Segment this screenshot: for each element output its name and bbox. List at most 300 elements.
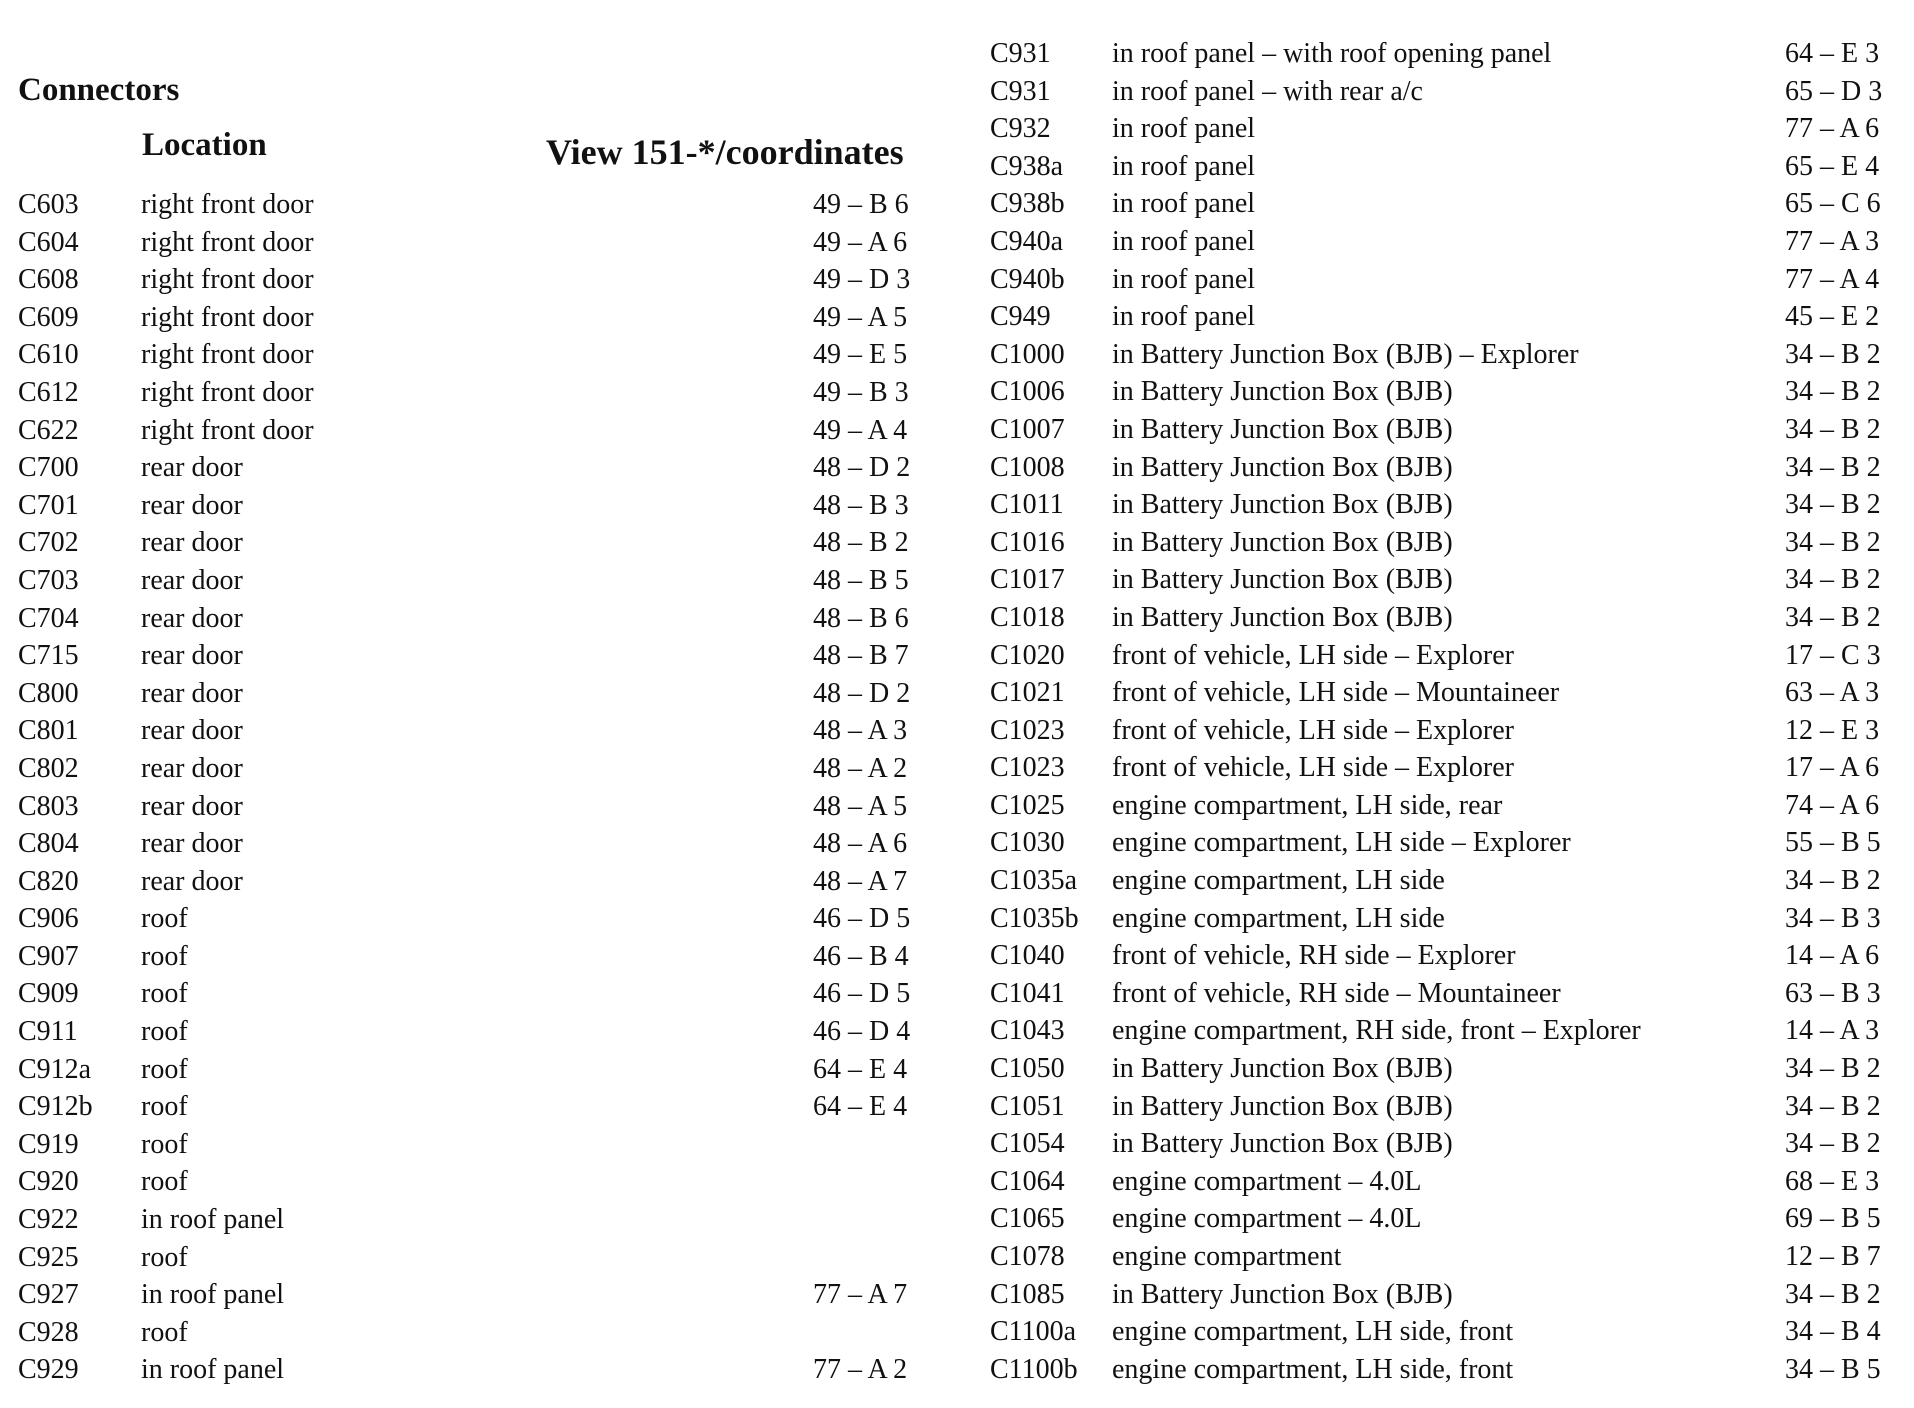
connector-row [18, 1051, 928, 1089]
connector-row [18, 1314, 928, 1352]
connector-code: C703 [18, 564, 79, 596]
view-coordinate: 46 – D 5 [813, 903, 911, 935]
connector-code: C911 [18, 1016, 78, 1048]
dot-leader [1585, 336, 1744, 374]
view-coordinate: 64 – E 4 [813, 1053, 908, 1085]
view-coordinate: 46 – B 4 [813, 940, 909, 972]
connector-location: in Battery Junction Box (BJB) [1112, 601, 1453, 633]
connector-row [990, 637, 1898, 675]
location-cell [1112, 261, 1750, 299]
view-coordinate: 34 – B 2 [1785, 376, 1881, 408]
connector-row [990, 1351, 1898, 1389]
view-coordinate: 34 – B 2 [1785, 338, 1881, 370]
location-cell [1112, 1200, 1750, 1238]
dot-leader [1459, 1050, 1744, 1088]
dot-leader [1519, 1313, 1744, 1351]
dot-leader [1429, 73, 1744, 111]
view-coordinate: 49 – E 5 [813, 339, 908, 371]
connector-code: C704 [18, 602, 79, 634]
connector-code: C609 [18, 301, 79, 333]
connector-row [18, 524, 928, 562]
connector-row [990, 1088, 1898, 1126]
connector-row [18, 637, 928, 675]
connector-location: roof [141, 1128, 188, 1160]
connector-location: in roof panel – with roof opening panel [1112, 38, 1552, 69]
dot-leader [1565, 674, 1744, 712]
connector-row [18, 1126, 928, 1164]
dot-leader [1647, 1012, 1744, 1050]
location-cell [1112, 486, 1750, 524]
dot-leader [194, 975, 794, 1013]
view-coordinate: 48 – A 2 [813, 752, 908, 784]
connector-location: engine compartment, LH side – Explorer [1112, 827, 1571, 859]
view-coordinate: 48 – A 7 [813, 865, 908, 897]
connector-row [990, 373, 1898, 411]
connector-code: C919 [18, 1128, 79, 1160]
connector-code: C920 [18, 1166, 79, 1198]
location-cell [1112, 900, 1750, 938]
connector-location: front of vehicle, RH side – Mountaineer [1112, 977, 1561, 1009]
location-cell [1112, 1125, 1750, 1163]
dot-leader [1261, 110, 1744, 148]
location-cell [141, 524, 800, 562]
connector-code: C1008 [990, 451, 1065, 483]
dot-leader [1427, 1200, 1744, 1238]
connector-row [990, 937, 1898, 975]
dot-leader [194, 1051, 794, 1089]
connector-row [18, 825, 928, 863]
connector-row [18, 1351, 928, 1389]
connector-location: in Battery Junction Box (BJB) [1112, 1278, 1453, 1310]
location-cell [1112, 749, 1750, 787]
connector-location: rear door [141, 828, 243, 860]
connector-row [990, 1012, 1898, 1050]
section-title: Connectors [18, 72, 180, 108]
connector-row [990, 1050, 1898, 1088]
connector-code: C1023 [990, 714, 1065, 746]
connector-location: right front door [141, 301, 314, 333]
location-cell [1112, 1351, 1750, 1389]
connector-row [18, 938, 928, 976]
connector-code: C922 [18, 1204, 79, 1236]
location-cell [1112, 298, 1750, 336]
dot-leader [249, 562, 794, 600]
connector-row [990, 975, 1898, 1013]
view-coordinate: 48 – B 7 [813, 640, 909, 672]
location-cell [141, 938, 800, 976]
location-cell [1112, 223, 1750, 261]
location-cell [141, 261, 800, 299]
connector-row [990, 900, 1898, 938]
connector-location: rear door [141, 452, 243, 484]
location-cell [141, 374, 800, 412]
connector-row [18, 863, 928, 901]
connector-row [990, 148, 1898, 186]
connector-row [990, 674, 1898, 712]
location-cell [141, 975, 800, 1013]
location-cell [141, 412, 800, 450]
connector-location: front of vehicle, LH side – Explorer [1112, 714, 1514, 746]
connector-code: C612 [18, 376, 79, 408]
dot-leader [320, 261, 794, 299]
location-cell [1112, 1012, 1750, 1050]
connector-code: C1023 [990, 752, 1065, 784]
location-cell [141, 449, 800, 487]
view-coordinate: 12 – E 3 [1785, 714, 1880, 746]
connector-row [18, 712, 928, 750]
view-coordinate: 14 – A 6 [1785, 940, 1880, 972]
location-cell [141, 224, 800, 262]
connector-location: roof [141, 1316, 188, 1348]
connector-code: C940a [990, 225, 1064, 257]
connector-row [990, 862, 1898, 900]
view-coordinate: 46 – D 5 [813, 978, 911, 1010]
connector-location: in Battery Junction Box (BJB) [1112, 1090, 1453, 1122]
dot-leader [1577, 824, 1744, 862]
location-cell [1112, 1238, 1750, 1276]
dot-leader [1459, 1125, 1744, 1163]
location-cell [141, 562, 800, 600]
location-cell [141, 1314, 800, 1352]
connector-code: C929 [18, 1354, 79, 1386]
location-cell [1112, 35, 1750, 73]
location-cell [1112, 1276, 1750, 1314]
dot-leader [1459, 599, 1744, 637]
connector-code: C800 [18, 677, 79, 709]
connector-location: in roof panel [1112, 225, 1256, 257]
view-coordinate: 34 – B 2 [1785, 1278, 1881, 1310]
dot-leader [1261, 185, 1744, 223]
view-coordinate: 77 – A 4 [1785, 263, 1880, 295]
dot-leader [194, 938, 794, 976]
dot-leader [249, 788, 794, 826]
connector-location: front of vehicle, RH side – Explorer [1112, 940, 1516, 972]
location-cell [1112, 411, 1750, 449]
connector-location: right front door [141, 189, 314, 220]
view-coordinate: 17 – A 6 [1785, 752, 1880, 784]
view-coordinate: 34 – B 2 [1785, 451, 1881, 483]
connector-location: in roof panel [1112, 150, 1256, 182]
connector-code: C1065 [990, 1203, 1065, 1235]
connector-location: right front door [141, 264, 314, 296]
location-cell [141, 1201, 800, 1239]
dot-leader [249, 675, 794, 713]
connector-code: C927 [18, 1279, 79, 1311]
view-coordinate: 69 – B 5 [1785, 1203, 1881, 1235]
view-coordinate: 64 – E 4 [813, 1091, 908, 1123]
connector-location: in Battery Junction Box (BJB) [1112, 451, 1453, 483]
connector-row [990, 35, 1898, 73]
connector-code: C912a [18, 1053, 92, 1085]
dot-leader [320, 336, 794, 374]
dot-leader [1459, 486, 1744, 524]
location-cell [1112, 712, 1750, 750]
connector-location: in roof panel [141, 1204, 285, 1236]
connector-location: engine compartment – 4.0L [1112, 1203, 1422, 1235]
dot-leader [1261, 148, 1744, 186]
connector-row [18, 675, 928, 713]
view-coordinate: 48 – A 6 [813, 828, 908, 860]
connector-row [18, 600, 928, 638]
location-cell [141, 637, 800, 675]
connector-location: front of vehicle, LH side – Mountaineer [1112, 677, 1560, 709]
connector-code: C1017 [990, 564, 1065, 596]
connector-code: C1043 [990, 1015, 1065, 1047]
location-cell [141, 1126, 800, 1164]
connector-location: rear door [141, 527, 243, 559]
view-coordinate: 55 – B 5 [1785, 827, 1881, 859]
view-coordinate: 48 – B 2 [813, 527, 909, 559]
location-cell [141, 750, 800, 788]
connector-code: C804 [18, 828, 79, 860]
connector-row [18, 1276, 928, 1314]
connector-row [990, 261, 1898, 299]
view-coordinate: 34 – B 2 [1785, 1090, 1881, 1122]
location-cell [141, 1276, 800, 1314]
dot-leader [249, 637, 794, 675]
view-coordinate: 48 – B 3 [813, 489, 909, 521]
location-cell [141, 1051, 800, 1089]
view-coordinate: 48 – B 6 [813, 602, 909, 634]
connector-row [18, 1201, 928, 1239]
connector-row [18, 374, 928, 412]
connector-code: C1007 [990, 413, 1065, 445]
location-cell [141, 487, 800, 525]
dot-leader [320, 224, 794, 262]
view-coordinate: 68 – E 3 [1785, 1165, 1880, 1197]
connector-location: roof [141, 978, 188, 1010]
connector-location: engine compartment, LH side, rear [1112, 789, 1503, 821]
connector-row [18, 412, 928, 450]
connector-location: engine compartment, RH side, front – Explorer [1112, 1015, 1641, 1047]
connector-row [990, 561, 1898, 599]
connector-code: C931 [990, 75, 1051, 107]
dot-leader [1459, 1276, 1744, 1314]
connector-code: C803 [18, 790, 79, 822]
dot-leader [290, 1276, 794, 1314]
connector-code: C1040 [990, 940, 1065, 972]
connector-location: in Battery Junction Box (BJB) – Explorer [1112, 338, 1579, 370]
location-cell [141, 1163, 800, 1201]
dot-leader [1261, 223, 1744, 261]
connector-row [18, 1013, 928, 1051]
connector-row [18, 261, 928, 299]
dot-leader [1459, 411, 1744, 449]
dot-leader [1520, 749, 1744, 787]
view-coordinate: 34 – B 2 [1785, 526, 1881, 558]
dot-leader [1520, 712, 1744, 750]
dot-leader [320, 186, 794, 224]
dot-leader [249, 524, 794, 562]
location-cell [1112, 373, 1750, 411]
connector-code: C610 [18, 339, 79, 371]
dot-leader [320, 412, 794, 450]
connector-location: in roof panel [141, 1354, 285, 1386]
connector-row [990, 449, 1898, 487]
location-cell [1112, 674, 1750, 712]
dot-leader [1459, 524, 1744, 562]
connector-location: roof [141, 1091, 188, 1123]
connector-row [18, 186, 928, 224]
connector-location: rear door [141, 752, 243, 784]
location-cell [141, 1239, 800, 1277]
location-cell [1112, 937, 1750, 975]
dot-leader [320, 374, 794, 412]
location-cell [1112, 599, 1750, 637]
dot-leader [249, 449, 794, 487]
location-cell [141, 675, 800, 713]
connector-code: C702 [18, 527, 79, 559]
connector-row [990, 787, 1898, 825]
connector-row [18, 487, 928, 525]
connector-location: rear door [141, 865, 243, 897]
connector-row [990, 1276, 1898, 1314]
connector-location: right front door [141, 376, 314, 408]
connector-row [18, 900, 928, 938]
dot-leader [1451, 862, 1744, 900]
connector-row [990, 185, 1898, 223]
connector-row [990, 1313, 1898, 1351]
view-coordinate: 65 – E 4 [1785, 150, 1880, 182]
connector-code: C801 [18, 715, 79, 747]
connector-row [990, 712, 1898, 750]
connector-code: C940b [990, 263, 1065, 295]
connector-code: C906 [18, 903, 79, 935]
connector-location: in roof panel [1112, 263, 1256, 295]
view-coordinate: 64 – E 3 [1785, 38, 1880, 69]
location-cell [1112, 787, 1750, 825]
connector-location: in roof panel [1112, 188, 1256, 220]
connector-row [990, 486, 1898, 524]
location-cell [1112, 561, 1750, 599]
connector-location: in roof panel [1112, 113, 1256, 145]
connector-row [990, 1163, 1898, 1201]
connector-code: C938b [990, 188, 1065, 220]
connector-location: rear door [141, 640, 243, 672]
connector-code: C909 [18, 978, 79, 1010]
connector-location: rear door [141, 790, 243, 822]
connector-code: C1051 [990, 1090, 1065, 1122]
view-coordinate: 49 – B 6 [813, 189, 909, 220]
connector-location: in roof panel – with rear a/c [1112, 75, 1423, 107]
connector-code: C1025 [990, 789, 1065, 821]
connector-row [18, 975, 928, 1013]
view-coordinate: 48 – B 5 [813, 564, 909, 596]
dot-leader [194, 1013, 794, 1051]
view-coordinate: 17 – C 3 [1785, 639, 1881, 671]
dot-leader [290, 1351, 794, 1389]
connector-location: roof [141, 1053, 188, 1085]
dot-leader [249, 712, 794, 750]
connector-row [990, 223, 1898, 261]
dot-leader [1520, 637, 1744, 675]
connector-location: engine compartment, LH side, front [1112, 1316, 1514, 1348]
view-coordinate: 34 – B 5 [1785, 1353, 1881, 1385]
connector-location: right front door [141, 414, 314, 446]
connector-code: C603 [18, 189, 79, 220]
connector-location: engine compartment – 4.0L [1112, 1165, 1422, 1197]
location-cell [141, 1088, 800, 1126]
connector-location: rear door [141, 564, 243, 596]
connector-code: C1064 [990, 1165, 1065, 1197]
connector-location: in roof panel [1112, 301, 1256, 333]
connector-code: C1041 [990, 977, 1065, 1009]
dot-leader [249, 487, 794, 525]
location-cell [1112, 1313, 1750, 1351]
connector-row [18, 1239, 928, 1277]
dot-leader [249, 750, 794, 788]
connector-location: in Battery Junction Box (BJB) [1112, 526, 1453, 558]
connector-location: rear door [141, 489, 243, 521]
connector-code: C1078 [990, 1241, 1065, 1272]
connector-code: C622 [18, 414, 79, 446]
view-coordinate: 77 – A 7 [813, 1279, 908, 1311]
connector-row [990, 824, 1898, 862]
dot-leader [249, 825, 794, 863]
connector-location: roof [141, 1016, 188, 1048]
dot-leader [1557, 35, 1744, 73]
location-cell [1112, 110, 1750, 148]
connector-location: in Battery Junction Box (BJB) [1112, 1053, 1453, 1085]
dot-leader [1261, 298, 1744, 336]
connector-location: engine compartment, LH side [1112, 865, 1445, 897]
right-connector-list [990, 35, 1898, 1388]
location-cell [141, 1013, 800, 1051]
connector-location: engine compartment [1112, 1241, 1342, 1272]
connector-row [18, 1163, 928, 1201]
dot-leader [1459, 373, 1744, 411]
view-coordinate: 34 – B 2 [1785, 865, 1881, 897]
location-cell [1112, 449, 1750, 487]
connector-code: C700 [18, 452, 79, 484]
location-cell [1112, 637, 1750, 675]
dot-leader [1451, 900, 1744, 938]
view-coordinate: 14 – A 3 [1785, 1015, 1880, 1047]
view-coordinate: 46 – D 4 [813, 1016, 911, 1048]
connector-row [990, 110, 1898, 148]
view-coordinate: 45 – E 2 [1785, 301, 1880, 333]
connector-row [990, 1125, 1898, 1163]
connector-code: C715 [18, 640, 79, 672]
dot-leader [1508, 787, 1744, 825]
connector-code: C820 [18, 865, 79, 897]
view-coordinate: 77 – A 2 [813, 1354, 908, 1386]
view-coordinate: 34 – B 2 [1785, 1053, 1881, 1085]
dot-leader [194, 1088, 794, 1126]
connector-location: front of vehicle, LH side – Explorer [1112, 752, 1514, 784]
location-cell [1112, 336, 1750, 374]
connector-row [990, 1200, 1898, 1238]
connector-row [18, 750, 928, 788]
location-cell [1112, 1088, 1750, 1126]
connector-row [18, 449, 928, 487]
connector-row [990, 298, 1898, 336]
connector-row [18, 788, 928, 826]
connector-row [990, 524, 1898, 562]
connector-code: C931 [990, 38, 1051, 69]
view-coordinate: 77 – A 3 [1785, 225, 1880, 257]
connector-row [18, 1088, 928, 1126]
location-cell [1112, 524, 1750, 562]
view-coordinate: 34 – B 4 [1785, 1316, 1881, 1348]
connector-location: rear door [141, 677, 243, 709]
connector-code: C928 [18, 1316, 79, 1348]
connector-code: C1054 [990, 1128, 1065, 1160]
location-cell [141, 336, 800, 374]
connector-location: in Battery Junction Box (BJB) [1112, 564, 1453, 596]
view-coordinate: 65 – C 6 [1785, 188, 1881, 220]
dot-leader [1567, 975, 1744, 1013]
